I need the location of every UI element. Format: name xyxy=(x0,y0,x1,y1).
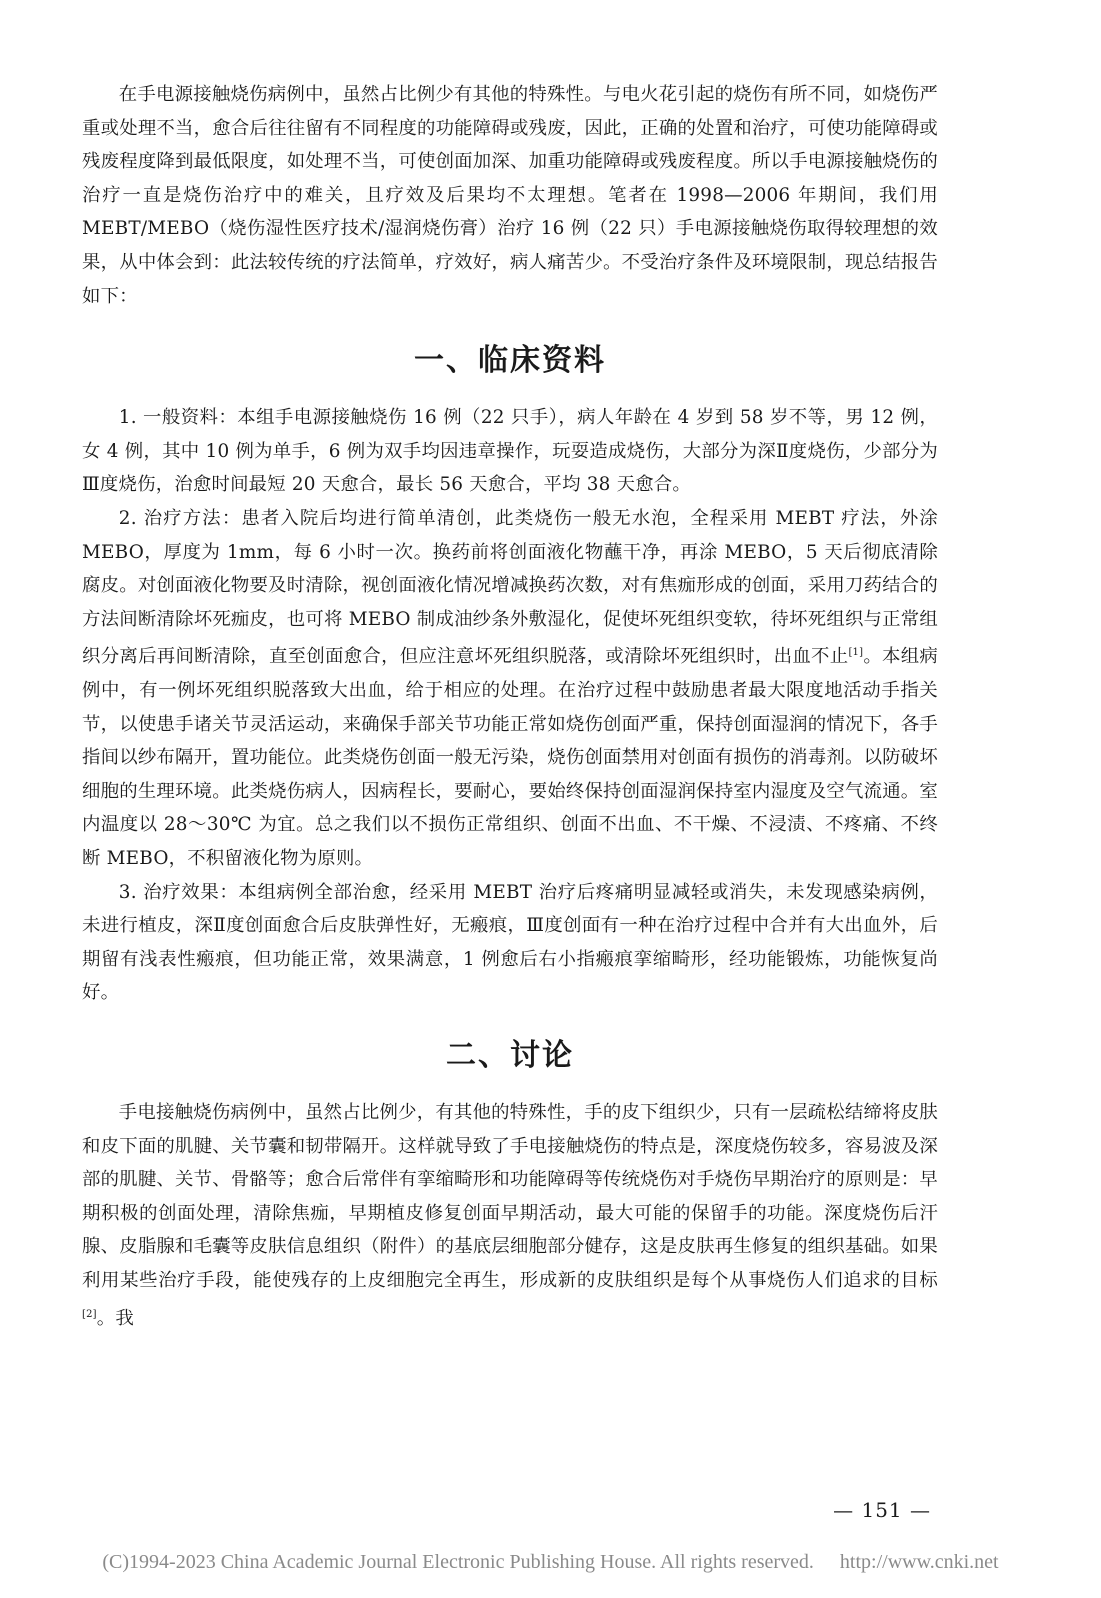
treatment-effect-paragraph: 3. 治疗效果：本组病例全部治愈，经采用 MEBT 治疗后疼痛明显减轻或消失，未发现感染病例，未进行植皮，深Ⅱ度创面愈合后皮肤弹性好，无瘢痕，Ⅲ度创面有一种在治疗过程中合并有大出血外，后期留有浅表性瘢痕，但功能正常，效果满意，1 例愈后右小指瘢痕挛缩畸形，经功能锻炼，功能恢复尚好。 xyxy=(82,881,938,1004)
discussion-text-cont: 。我 xyxy=(96,1307,134,1329)
general-data-paragraph: 1. 一般资料：本组手电源接触烧伤 16 例（22 只手），病人年龄在 4 岁到 58 岁不等，男 12 例，女 4 例，其中 10 例为单手，6 例为双手均因违章操作，玩耍造成烧伤，大部分为深Ⅱ度烧伤，少部分为Ⅲ度烧伤，治愈时间最短 20 天愈合，最长 56 天愈合，平均 38 天愈合。 xyxy=(82,407,938,496)
treatment-method-paragraph xyxy=(82,502,938,876)
reference-marker: [1] xyxy=(848,647,864,659)
copyright-text: (C)1994-2023 China Academic Journal Electronic Publishing House. All rights reserved. xyxy=(102,1551,814,1573)
treatment-method-text: 2. 治疗方法：患者入院后均进行简单清创，此类烧伤一般无水泡，全程采用 MEBT 疗法，外涂 MEBO，厚度为 1mm，每 6 小时一次。换药前将创面液化物蘸干净，再涂 MEBO，5 天后彻底清除腐皮。对创面液化物要及时清除，视创面液化情况增减换药次数，对有焦痂形成的创面，采用刀药结合的方法间断清除坏死痂皮，也可将 MEBO 制成油纱条外敷湿化，促使坏死组织变软，待坏死组织与正常组织分离后再间断清除，直至创面愈合，但应注意坏死组织脱落，或清除坏死组织时，出血不止 xyxy=(82,507,938,668)
article-body xyxy=(82,78,938,1335)
page-number: — 151 — xyxy=(833,1498,931,1522)
treatment-method-text-cont: 。本组病例中，有一例坏死组织脱落致大出血，给于相应的处理。在治疗过程中鼓励患者最大限度地活动手指关节，以使患手诸关节灵活运动，来确保手部关节功能正常如烧伤创面严重，保持创面湿润的情况下，各手指间以纱布隔开，置功能位。此类烧伤创面一般无污染，烧伤创面禁用对创面有损伤的消毒剂。以防破坏细胞的生理环境。此类烧伤病人，因病程长，要耐心，要始终保持创面湿润保持室内湿度及空气流通。室内温度以 28～30℃ 为宜。总之我们以不损伤正常组织、创面不出血、不干燥、不浸渍、不疼痛、不终断 MEBO，不积留液化物为原则。 xyxy=(82,646,938,869)
discussion-text: 手电接触烧伤病例中，虽然占比例少，有其他的特殊性，手的皮下组织少，只有一层疏松结缔将皮肤和皮下面的肌腱、关节囊和韧带隔开。这样就导致了手电接触烧伤的特点是，深度烧伤较多，容易波及深部的肌腱、关节、骨骼等；愈合后常伴有挛缩畸形和功能障碍等传统烧伤对手烧伤早期治疗的原则是：早期积极的创面处理，清除焦痂，早期植皮修复创面早期活动，最大可能的保留手的功能。深度烧伤后汗腺、皮脂腺和毛囊等皮肤信息组织（附件）的基底层细胞部分健存，这是皮肤再生修复的组织基础。如果利用某些治疗手段，能使残存的上皮细胞完全再生，形成新的皮肤组织是每个从事烧伤人们追求的目标 xyxy=(82,1101,938,1291)
intro-paragraph: 在手电源接触烧伤病例中，虽然占比例少有其他的特殊性。与电火花引起的烧伤有所不同，如烧伤严重或处理不当，愈合后往往留有不同程度的功能障碍或残废，因此，正确的处置和治疗，可使功能障碍或残废程度降到最低限度，如处理不当，可使创面加深、加重功能障碍或残废程度。所以手电源接触烧伤的治疗一直是烧伤治疗中的难关，且疗效及后果均不太理想。笔者在 1998—2006 年期间，我们用 MEBT/MEBO（烧伤湿性医疗技术/湿润烧伤膏）治疗 16 例（22 只）手电源接触烧伤取得较理想的效果，从中体会到：此法较传统的疗法简单，疗效好，病人痛苦少。不受治疗条件及环境限制，现总结报告如下： xyxy=(82,84,938,307)
section-heading-clinical-data: 一、临床资料 xyxy=(414,343,606,379)
section-heading-discussion: 二、讨论 xyxy=(446,1037,574,1073)
copyright-footer xyxy=(0,1551,1101,1574)
discussion-paragraph xyxy=(82,1096,938,1335)
reference-marker: [2] xyxy=(82,1308,97,1320)
website-link[interactable]: http://www.cnki.net xyxy=(839,1551,999,1573)
